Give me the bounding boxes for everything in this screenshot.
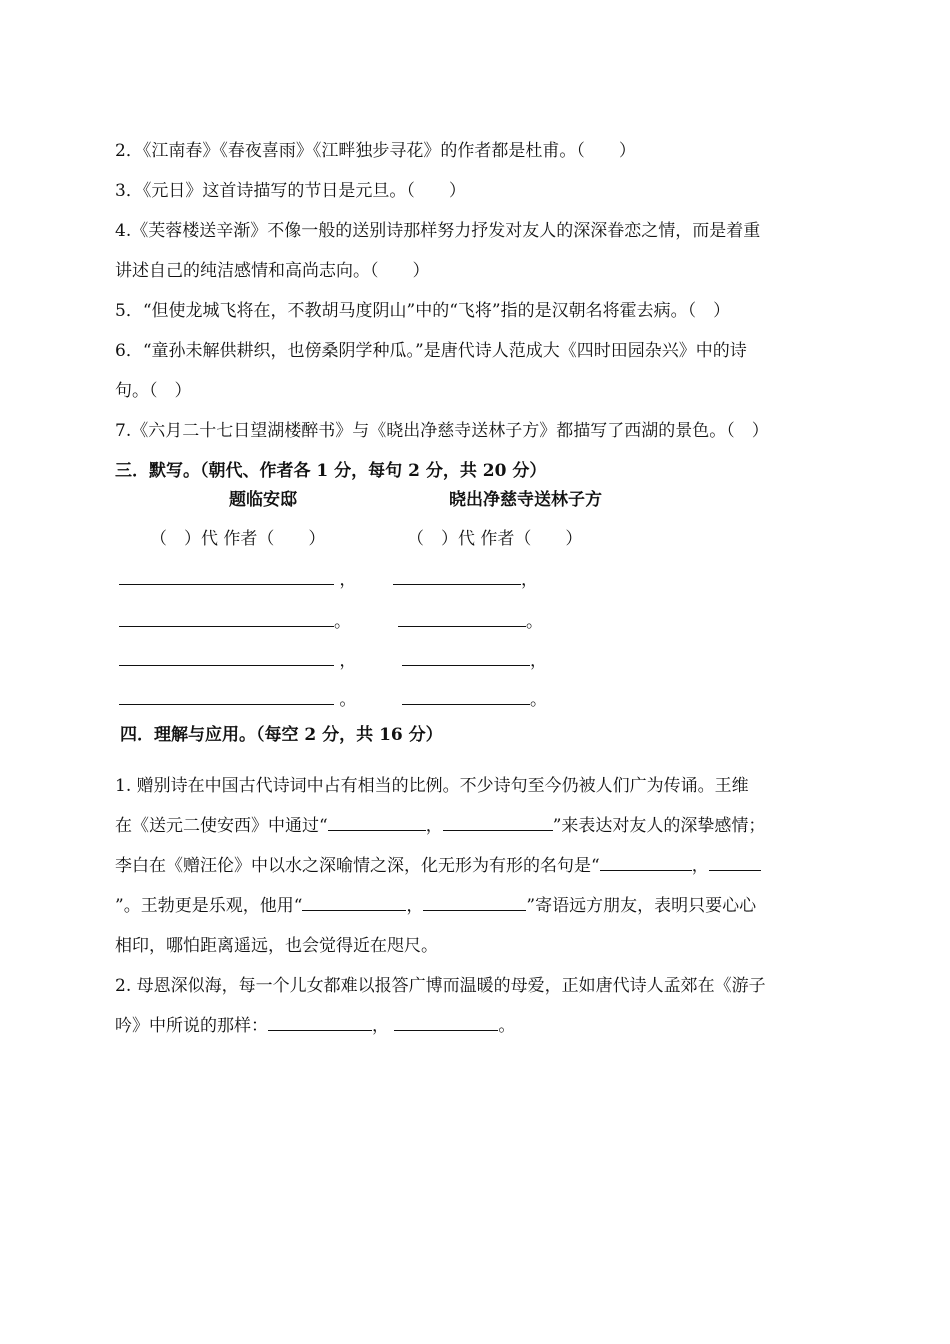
poem1-line3: ，	[119, 648, 356, 673]
answer-blank[interactable]	[119, 648, 334, 666]
answer-blank[interactable]	[423, 894, 526, 911]
poem1-line2: 。	[119, 609, 351, 634]
tf-item-4-line1: 4.《芙蓉楼送辛渐》不像一般的送别诗那样努力抒发对友人的深深眷恋之情，而是着重	[115, 221, 761, 241]
q2-line1: 2. 母恩深似海，每一个儿女都难以报答广博而温暖的母爱，正如唐代诗人孟郊在《游子	[115, 976, 766, 996]
q2-line2: 吟》中所说的那样： ， 。	[115, 1016, 516, 1036]
answer-blank[interactable]	[268, 1014, 372, 1031]
answer-blank[interactable]	[119, 687, 334, 705]
answer-blank[interactable]	[119, 567, 334, 585]
tf-item-6-line1: 6．“童孙未解供耕织，也傍桑阴学种瓜。”是唐代诗人范成大《四时田园杂兴》中的诗	[115, 341, 747, 361]
tf-item-5: 5．“但使龙城飞将在，不教胡马度阴山”中的“飞将”指的是汉朝名将霍去病。（ ）	[115, 301, 731, 321]
section3-heading: 三．默写。（朝代、作者各 1 分，每句 2 分，共 20 分）	[115, 461, 547, 481]
poem2-line4: 。	[402, 687, 547, 712]
answer-blank[interactable]	[394, 1014, 498, 1031]
poem1-line1: ，	[119, 567, 356, 592]
poem2-line2: 。	[398, 609, 543, 634]
q1-line5: 相印，哪怕距离遥远，也会觉得近在咫尺。	[115, 936, 438, 956]
poem2-dynasty-author: （ ）代 作者（ ）	[407, 529, 583, 549]
section4-heading: 四．理解与应用。（每空 2 分，共 16 分）	[120, 725, 443, 745]
answer-blank[interactable]	[600, 854, 692, 871]
poem2-line3: ，	[402, 648, 547, 673]
poem1-dynasty-author: （ ）代 作者（ ）	[150, 529, 326, 549]
q1-line3: 李白在《赠汪伦》中以水之深喻情之深，化无形为有形的名句是“ ，	[115, 854, 830, 878]
tf-item-3: 3．《元日》这首诗描写的节日是元旦。（ ）	[115, 181, 466, 201]
q1-line2: 在《送元二使安西》中通过“ ， ”来表达对友人的深挚感情；	[115, 816, 766, 836]
q1-line4: ”。王勃更是乐观，他用“ ， ”寄语远方朋友，表明只要心心	[115, 896, 757, 916]
answer-blank[interactable]	[443, 814, 553, 831]
answer-blank[interactable]	[709, 854, 761, 871]
answer-blank[interactable]	[119, 609, 334, 627]
tf-item-6-line2: 句。（ ）	[115, 381, 192, 401]
tf-item-2: 2．《江南春》《春夜喜雨》《江畔独步寻花》的作者都是杜甫。（ ）	[115, 141, 636, 161]
answer-blank[interactable]	[393, 567, 521, 585]
q1-line1: 1. 赠别诗在中国古代诗词中占有相当的比例。不少诗句至今仍被人们广为传诵。王维	[115, 776, 749, 796]
poem2-line1: ，	[393, 567, 538, 592]
poem2-title: 晓出净慈寺送林子方	[449, 490, 602, 510]
answer-blank[interactable]	[328, 814, 426, 831]
poem1-line4: 。	[119, 687, 356, 712]
tf-item-4-line2: 讲述自己的纯洁感情和高尚志向。（ ）	[115, 261, 430, 281]
poem1-title: 题临安邸	[229, 490, 297, 510]
answer-blank[interactable]	[398, 609, 526, 627]
answer-blank[interactable]	[402, 648, 530, 666]
tf-item-7: 7.《六月二十七日望湖楼醉书》与《晓出净慈寺送林子方》都描写了西湖的景色。（ ）	[115, 421, 769, 441]
answer-blank[interactable]	[402, 687, 530, 705]
answer-blank[interactable]	[302, 894, 406, 911]
